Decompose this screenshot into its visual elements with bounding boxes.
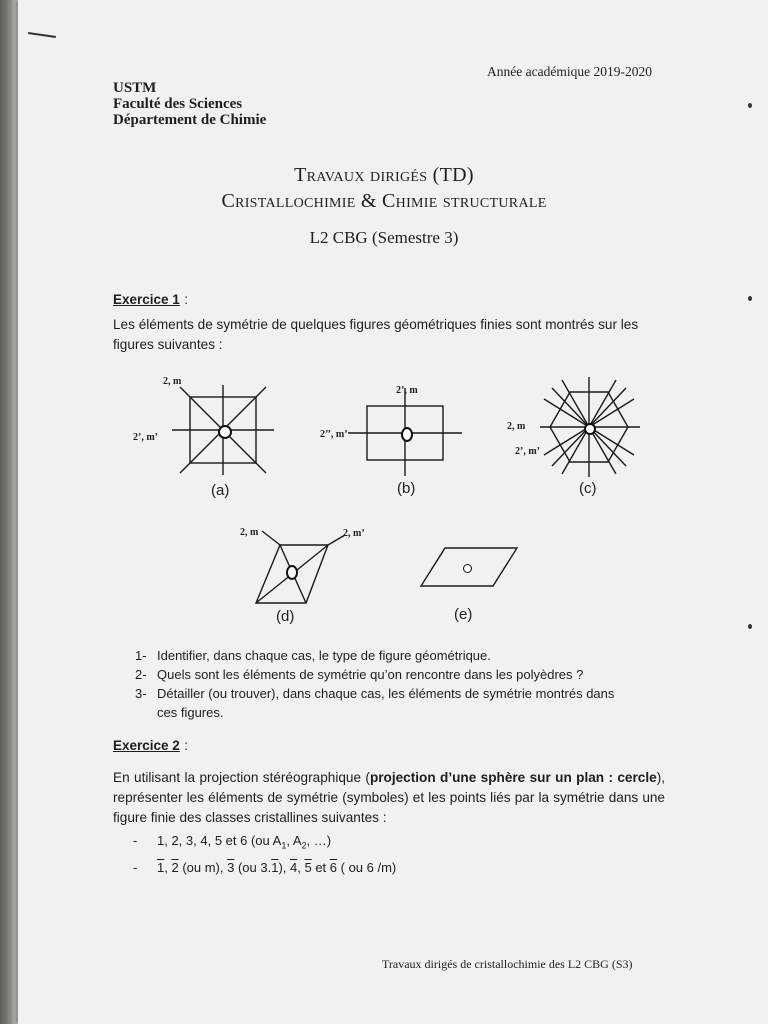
- figure-b-label-top: 2’, m: [396, 385, 418, 396]
- exercise-2-item-2: [157, 860, 396, 875]
- rotoinversion-1b: 1: [271, 860, 279, 875]
- rotoinversion-4: 4: [290, 860, 298, 875]
- exercise-2-intro-bold: projection d’une sphère sur un plan : cercle: [369, 770, 657, 785]
- faculty: Faculté des Sciences: [113, 96, 243, 112]
- figure-a-label-side: 2’, m’: [133, 432, 158, 443]
- item-2-text-4: et: [311, 860, 330, 875]
- figure-c-caption: (c): [579, 480, 597, 497]
- exercise-1-heading-row: [113, 291, 188, 309]
- exercise-2-item-1: [157, 833, 331, 851]
- question-1-number: 1-: [135, 648, 147, 663]
- figure-e-center: [463, 564, 472, 573]
- question-1-text: Identifier, dans chaque cas, le type de figure géométrique.: [157, 648, 491, 663]
- punch-dot: [748, 296, 752, 301]
- item-2-text-2: (ou 3.: [234, 860, 272, 875]
- punch-dot: [748, 624, 752, 629]
- footer-text: Travaux dirigés de cristallochimie des L2 CBG (S3): [382, 957, 633, 971]
- punch-dot: [748, 103, 752, 108]
- figure-c-label-top: 2, m: [507, 421, 526, 432]
- rotoinversion-6: 6: [329, 860, 338, 875]
- rotoinversion-3: 3: [227, 860, 235, 875]
- question-2-text: Quels sont les éléments de symétrie qu’on rencontre dans les polyèdres ?: [157, 667, 584, 682]
- institution: USTM: [113, 80, 157, 96]
- academic-year: Année académique 2019-2020: [487, 64, 652, 79]
- figure-d-caption: (d): [276, 608, 295, 625]
- figure-c-rotation-axis: [584, 423, 596, 435]
- question-2-number: 2-: [135, 667, 147, 682]
- rotoinversion-2: 2: [171, 860, 179, 875]
- figure-e-caption: (e): [454, 606, 473, 623]
- figure-c-label-side: 2’, m’: [515, 446, 540, 457]
- exercise-2-intro-start: En utilisant la projection stéréographique (: [113, 770, 370, 785]
- exercise-2-item-2-bullet: -: [133, 860, 138, 875]
- question-3-number: 3-: [135, 686, 147, 701]
- exercise-2-item-1-bullet: -: [133, 833, 138, 848]
- figure-d-label-side: 2, m’: [343, 528, 365, 539]
- question-3-text: Détailler (ou trouver), dans chaque cas, les éléments de symétrie montrés dans: [157, 686, 615, 701]
- exercise-1-colon: :: [184, 292, 189, 307]
- item-1-sub-2: 2: [301, 840, 307, 851]
- item-2-sep-2: ,: [297, 860, 305, 875]
- item-2-text-1: (ou m),: [178, 860, 228, 875]
- title-line-2: Cristallochimie & Chimie structurale: [221, 190, 547, 212]
- rotoinversion-5: 5: [304, 860, 312, 875]
- scan-edge: [0, 0, 18, 1024]
- item-2-text-3: ),: [278, 860, 290, 875]
- item-1-end: , …): [306, 833, 332, 848]
- subtitle: L2 CBG (Semestre 3): [309, 228, 459, 247]
- figure-a-square: [150, 375, 280, 495]
- item-1-main: 1, 2, 3, 4, 5 et 6 (ou A: [157, 833, 282, 848]
- item-2-sep-1: ,: [164, 860, 172, 875]
- item-1-sub-1: 1: [281, 840, 287, 851]
- exercise-2-heading-row: [113, 737, 188, 755]
- exercise-1-intro: Les éléments de symétrie de quelques figures géométriques finies sont montrés sur les figures suivantes :: [113, 317, 639, 352]
- item-2-text-5: ( ou 6 /m): [337, 860, 397, 875]
- figure-d-rotation-axis: [286, 565, 298, 580]
- figure-a-rotation-axis: [218, 425, 232, 439]
- department: Département de Chimie: [113, 112, 267, 128]
- item-1-mid: , A: [286, 833, 302, 848]
- title-line-1: Travaux dirigés (TD): [294, 164, 474, 186]
- figure-b-label-side: 2’’, m’: [320, 429, 348, 440]
- figure-a-label-top: 2, m: [163, 376, 182, 387]
- exercise-2-intro: [113, 768, 665, 828]
- figure-a-caption: (a): [211, 482, 230, 499]
- figure-b-rotation-axis: [401, 427, 413, 442]
- exercise-2-intro-end: ), représenter les éléments de symétrie (symboles) et les points liés par la symétrie dans une figure finie des classes cristallines suivantes :: [113, 770, 665, 825]
- figure-b-caption: (b): [397, 480, 416, 497]
- question-3-text-continued: ces figures.: [157, 705, 224, 720]
- exercise-1-heading: Exercice 1: [113, 292, 180, 307]
- exercise-2-colon: :: [184, 738, 189, 753]
- rotoinversion-1: 1: [157, 860, 165, 875]
- exercise-2-heading: Exercice 2: [113, 738, 180, 753]
- figure-d-label-top: 2, m: [240, 527, 259, 538]
